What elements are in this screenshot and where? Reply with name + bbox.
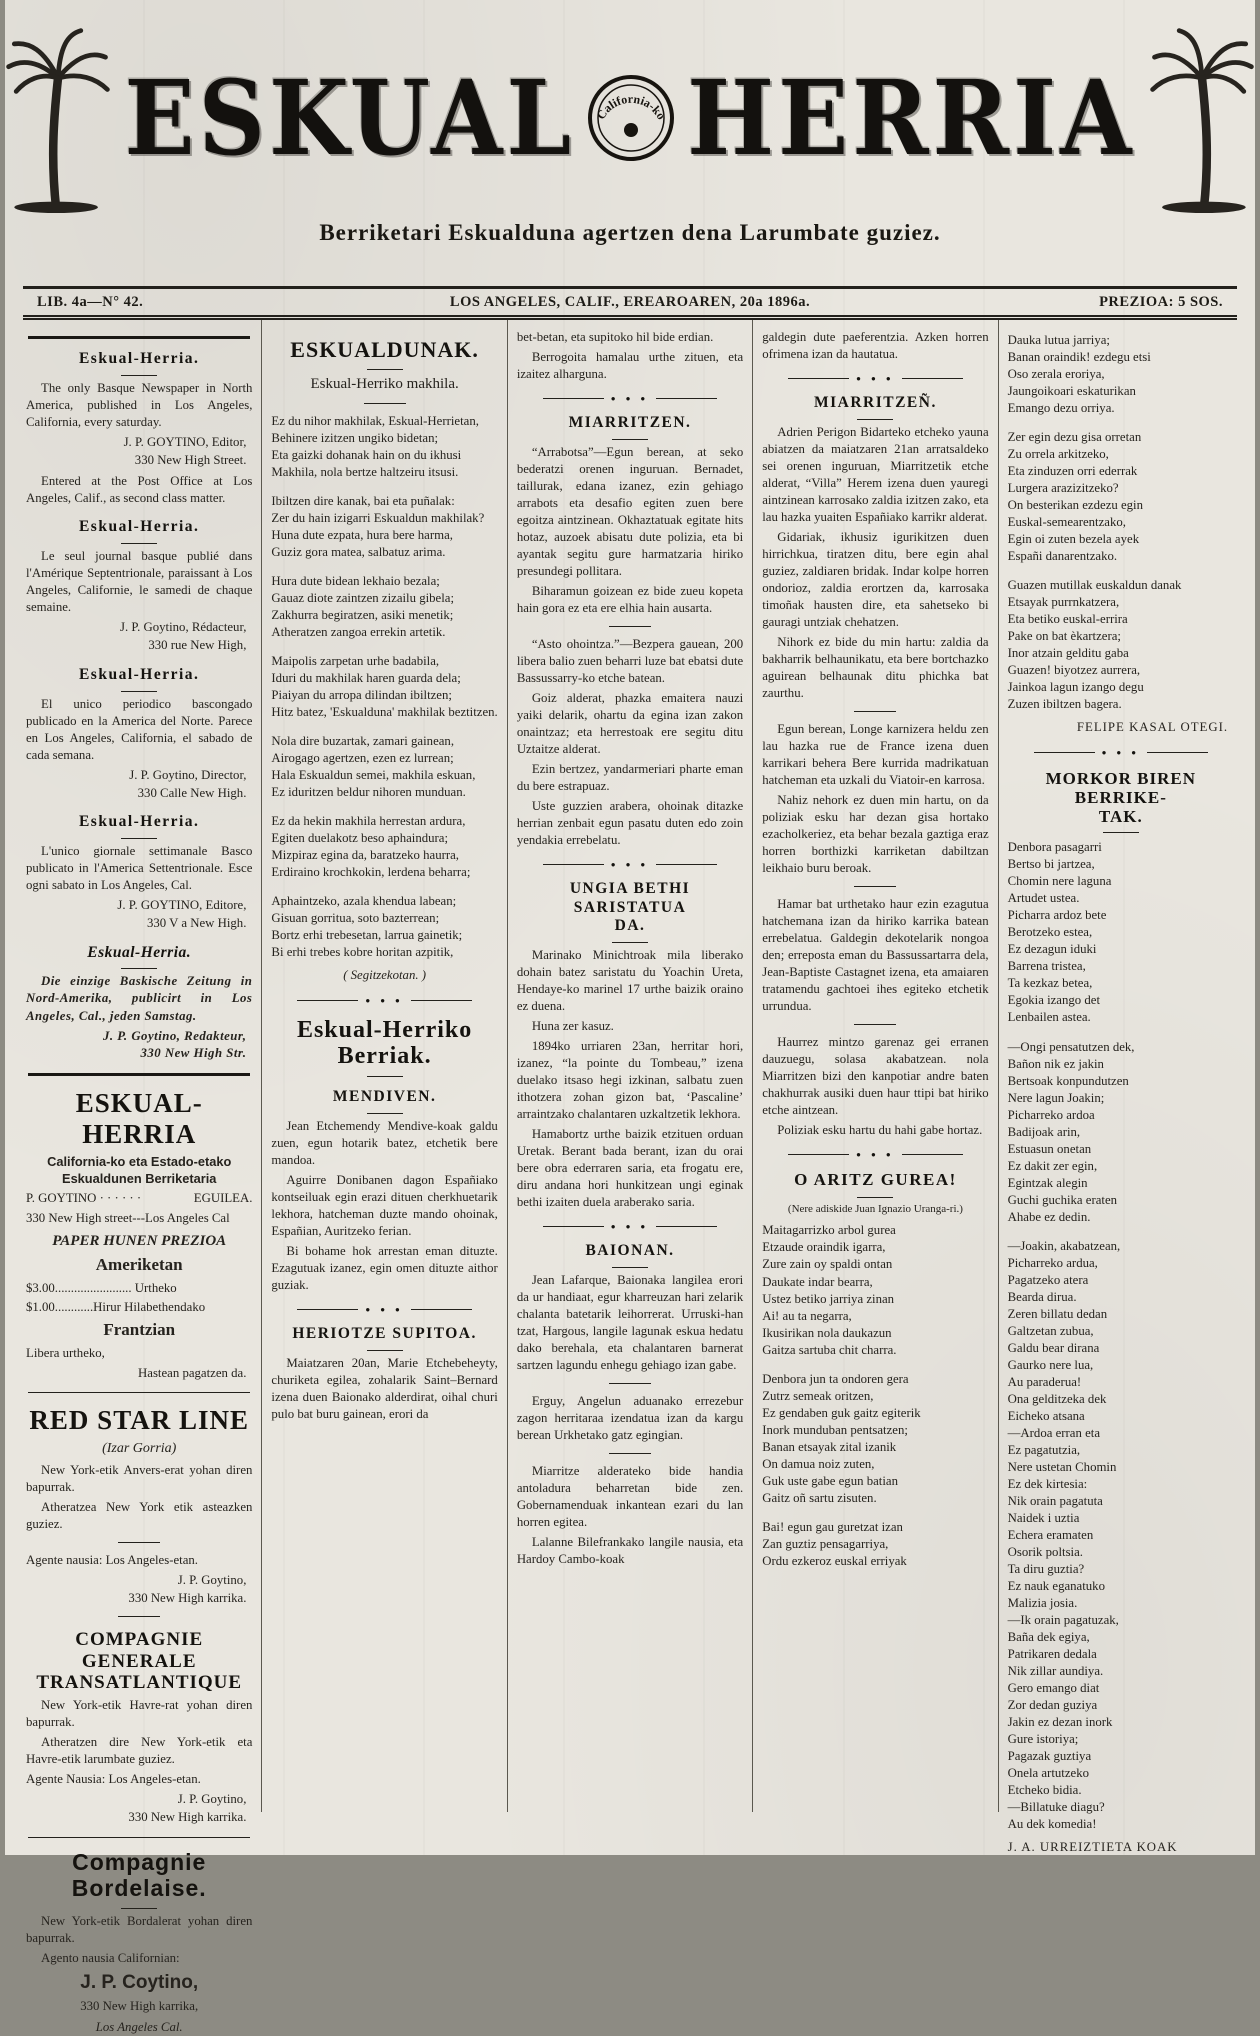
verse-line: Gero emango diat [1007, 1681, 1100, 1696]
paragraph: Nahiz nehork ez duen min hartu, on da poliziak esku har dezan gisa hortako ezacholkeriez, eta behar bezala gaztiga eraz horren borthizki karriketan dabiltzan leikhaio buru beroak. [762, 792, 989, 875]
section-heading: UNGIA BETHI SARISTATUA DA. [517, 880, 743, 943]
verse-line: Bearda dirua. [1007, 1289, 1077, 1304]
masthead-subtitle: Berriketari Eskualduna agertzen dena Larumbate guziez. [319, 220, 941, 245]
verse-line: —Ardoa erran eta [1007, 1425, 1100, 1440]
verse-line: Barrena tristea, [1007, 959, 1086, 974]
verse-line: Ahabe ez dedin. [1007, 1209, 1091, 1224]
verse-line: Daukate indar bearra, [762, 1274, 873, 1289]
article-heading: MORKOR BIREN BERRIKE- TAK. [1008, 769, 1234, 833]
byline: J. P. Goytino, Director, 330 Calle New High. [129, 767, 247, 800]
ornament-divider: ● ● ● [543, 860, 717, 869]
verse-line: Au paraderua! [1007, 1374, 1082, 1389]
paragraph: Atheratzea New York etik asteazken guziez. [26, 1499, 253, 1531]
verse-line: On besterikan ezdezu egin [1007, 498, 1143, 513]
section-heading: Eskual-Herria. [26, 666, 252, 692]
verse-line: Zu orrela arkitzeko, [1007, 447, 1109, 462]
byline: Hastean pagatzen da. [138, 1365, 247, 1380]
center-line: (Izar Gorria) [102, 1440, 177, 1456]
verse-line: Inor atzain gelditu gaba [1007, 646, 1129, 661]
verse [1008, 839, 1234, 1833]
paragraph: Lalanne Bilefrankako langile nausia, eta Hardoy Cambo-koak [516, 1534, 744, 1566]
paragraph: Huna zer kasuz. [531, 1018, 614, 1033]
verse-line: —Ik orain pagatuzak, [1007, 1613, 1119, 1628]
verse-line: Nik zillar aundiya. [1007, 1664, 1104, 1679]
paragraph: Miarritze alderateko bide handia antoladura beharretan bide zen. Gobernamenduak inkantean ezari du lan horren egitea. [516, 1463, 744, 1529]
dateline-place-date: LOS ANGELES, CALIF., EREAROAREN, 20a 1896a. [449, 294, 811, 310]
verse-gap [271, 481, 497, 493]
paragraph: El unico periodico bascongado publicado en la America del Norte. Parece en Los Angeles, California, el sabado de cada semana. [26, 696, 253, 762]
paragraph: Poliziak esku hartu du hahi gabe hortaz. [777, 1123, 983, 1138]
verse-line: Eta gaizki dohanak hain on du ikhusi [271, 447, 462, 462]
verse-line: Bortz erhi trebesetan, larrua gainetik; [271, 928, 463, 943]
column-5 [998, 320, 1243, 1855]
verse-gap [762, 1359, 988, 1371]
paragraph: “Arrabotsa”—Egun berean, at seko bederatzi orenen inguruan. Bernadet, taillurak, edana izanez, ezin gehiago arrabots eta desafio egiten zuen bere egoitza aintzinean. Okhaztatuak egitate hits hotaz, auzoek abisatu dute polizia, eta bi ayantak segitu gure harmatzaria hiriko presundegi pollitara. [516, 444, 744, 578]
verse-line: Etcheko bidia. [1007, 1783, 1082, 1798]
center-line: Los Angeles Cal. [95, 2019, 183, 2034]
paragraph: Ezin bertzez, yandarmeriari pharte eman du bere estrapuaz. [516, 761, 744, 793]
verse-line: Gauaz diote zaintzen zizailu gibela; [271, 591, 455, 606]
center-line: Ameriketan [95, 1254, 183, 1274]
verse-line: Inork munduban pentsatzen; [762, 1422, 908, 1437]
verse [271, 413, 497, 961]
section-heading: Eskual-Herria. [26, 944, 252, 970]
section-heading: HERIOTZE SUPITOA. [271, 1325, 497, 1351]
small-rule [609, 1383, 651, 1384]
section-heading: MIARRITZEN. [517, 414, 743, 440]
verse-line: Nola dire buzartak, zamari gainean, [271, 734, 455, 749]
verse-line: Lenbailen astea. [1007, 1010, 1091, 1025]
center-line: PAPER HUNEN PREZIOA [52, 1232, 227, 1249]
dateline [23, 286, 1237, 320]
byline: J. P. Goytino, 330 New High karrika. [128, 1792, 247, 1825]
small-rule [609, 626, 651, 627]
verse-line: Piaiyan du arropa dilindan ibiltzen; [271, 688, 452, 703]
ornament-divider: ● ● ● [543, 1222, 717, 1231]
paragraph: Berrogoita hamalau urthe zituen, eta izaitez alharguna. [516, 350, 744, 382]
text-line: 330 New High street---Los Angeles Cal [26, 1211, 230, 1226]
verse-line: Makhila, nola bertze haltzeiru itsusi. [271, 464, 459, 479]
verse-line: Ez du nihor makhilak, Eskual-Herrietan, [271, 413, 479, 428]
small-rule [118, 1616, 160, 1617]
verse-gap [762, 1507, 988, 1519]
verse-line: Ez dakit zer egin, [1007, 1158, 1098, 1173]
ornament-divider: ● ● ● [297, 1305, 471, 1314]
rule [28, 1837, 250, 1838]
text-line: $3.00........................ Urtheko [26, 1280, 177, 1295]
verse-line: Malizia josia. [1007, 1596, 1078, 1610]
verse-line: Zer du hain izigarri Eskualdun makhilak? [271, 510, 485, 525]
verse-line: Picharra ardoz bete [1007, 908, 1107, 923]
verse-line: Patrikaren dedala [1007, 1647, 1097, 1662]
seal-text: California-ko [593, 91, 669, 123]
verse-line: Guk uste gabe egun batian [762, 1473, 898, 1488]
verse-line: Pake on bat èkartzera; [1007, 629, 1121, 644]
verse-line: Zer egin dezu gisa orretan [1007, 430, 1142, 445]
verse-line: Egintzak alegin [1007, 1175, 1088, 1190]
verse-line: Zeren billatu dedan [1007, 1306, 1108, 1321]
article-heading: ESKUALDUNAK. [271, 338, 497, 370]
verse-line: Ustez betiko jarriya zinan [762, 1291, 895, 1306]
verse-line: Ez iduritzen beldur nihoren munduan. [271, 785, 466, 800]
verse-line: Ez dezagun iduki [1007, 942, 1097, 957]
verse-line: Ez dek kirtesia: [1007, 1476, 1088, 1491]
column-3 [507, 320, 752, 1812]
verse-gap [271, 641, 497, 653]
ornament-divider: ● ● ● [788, 374, 962, 383]
verse-line: —Joakin, akabatzean, [1007, 1238, 1121, 1253]
article-heading: Eskual-Herriko Berriak. [271, 1017, 497, 1078]
verse-line: Galtzetan zubua, [1007, 1323, 1094, 1338]
verse-line: Osorik poltsia. [1007, 1544, 1083, 1559]
verse-line: Artudet ustea. [1007, 891, 1080, 906]
verse-line: Naidek i uztia [1007, 1510, 1080, 1525]
verse-line: Banan etsayak zital izanik [762, 1439, 897, 1454]
verse-line: Bertso bi jartzea, [1007, 857, 1095, 872]
verse-line: Aphaintzeko, azala khendua labean; [271, 894, 457, 909]
verse-line: Egokia izango det [1007, 993, 1101, 1008]
text-line: J. A. URREIZTIETA KOAK [1007, 1840, 1178, 1855]
paragraph: Haurrez mintzo garenaz gei erranen dauzuegu, solasa akabatzean. nola Miarritzen bizi den kanpotiar andre baten chakhurrak ausiki duen haur ttipi bat hiriko etche aintzean. [762, 1035, 989, 1118]
center-line: ( Segitzekotan. ) [343, 968, 427, 983]
paragraph: bet-betan, eta supitoko hil bide erdian. [516, 330, 714, 344]
verse-line: Badijoak arin, [1007, 1124, 1081, 1139]
verse-line: Berotzeko estea, [1007, 925, 1093, 940]
verse-gap [1008, 565, 1234, 577]
small-rule [609, 1453, 651, 1454]
verse-line: Mizpiraz egina da, baratzeko haurra, [271, 848, 459, 863]
paragraph: Atheratzen dire New York-etik eta Havre-etik larumbate guziez. [26, 1735, 253, 1767]
verse-line: Egin oi zuten bezela ayek [1007, 532, 1140, 547]
verse-line: Euskal-semearentzako, [1007, 515, 1126, 530]
verse-line: On damua noiz zuten, [762, 1456, 875, 1471]
masthead-seal [585, 72, 677, 164]
verse-line: Bañon nik ez jakin [1007, 1056, 1104, 1071]
verse-line: Zuzen ibiltzen bagera. [1007, 697, 1122, 712]
small-rule [854, 886, 896, 887]
paragraph: Entered at the Post Office at Los Angeles, Calif., as second class matter. [26, 474, 253, 506]
article-heading: RED STAR LINE [29, 1405, 249, 1436]
paragraph: “Asto ohointza.”—Bezpera gauean, 200 libera balio zuen beharri luze bat ebatsi dute Bassussarry-ko etche batean. [516, 636, 744, 685]
verse-line: Bertsoak konpundutzen [1007, 1073, 1129, 1088]
article-heading: COMPAGNIE GENERALE TRANSATLANTIQUE [36, 1629, 243, 1693]
verse-line: Gaitza sartuba chit charra. [762, 1342, 897, 1357]
verse-line: Nere ustetan Chomin [1007, 1459, 1117, 1474]
verse-line: Gisuan gorritua, soto bazterrean; [271, 911, 440, 926]
verse-line: Zakhurra begiratzen, asiki menetik; [271, 608, 454, 623]
paragraph: Gidariak, ikhusiz igurikitzen duen hirrichkua, tiratzen ditu, bere egin ahal guziez, zaldiaren bridak. Indar kolpe horren ondorioz, zaldia erortzen da, karrosaka timoñak hausten dire, eta sahetseko bi gauragi untziak chehatzen. [762, 529, 989, 629]
verse-line: Zor dedan guziya [1007, 1698, 1098, 1713]
paragraph: L'unico giornale settimanale Basco publicato in l'America Settentrionale. Esce ogni sabato in Los Angeles, Cal. [26, 844, 253, 893]
verse-line: Au dek komedia! [1007, 1817, 1097, 1832]
section-heading: MIARRITZEÑ. [762, 394, 988, 420]
palm-tree-right-icon [1142, 23, 1260, 213]
verse-line: Hura dute bidean lekhaio bezala; [271, 574, 440, 588]
verse-line: Pagazak guztiya [1007, 1749, 1092, 1764]
verse-line: Jainkoa lagun izango degu [1007, 680, 1144, 695]
issue-number: LIB. 4a—N° 42. [37, 294, 144, 310]
paragraph: Hamabortz urthe baizik etzituen orduan Uretak. Berant bada berant, izan du orai bere obra ederraren saria, eta frogatu ere, diru andana hori hunkitzean ungi eginak bethi izaiten duela araberako saria. [516, 1126, 744, 1209]
paragraph: Nihork ez bide du min hartu: zaldia da bakharrik belhaunikatu, eta bere bortchazko aguirean belhaunak ditu phichka bat zaurthu. [762, 634, 989, 700]
verse-line: Zutrz semeak oritzen, [762, 1388, 874, 1403]
center-line: J. P. Coytino, [80, 1971, 199, 1993]
verse [762, 1222, 988, 1569]
verse-line: Behinere izitzen ungiko bidetan; [271, 430, 439, 445]
verse-line: Zan guztiz pensagarriya, [762, 1536, 889, 1551]
section-heading: Eskual-Herria. [26, 518, 252, 544]
verse-line: Hala Eskualdun semei, makhila eskuan, [271, 768, 476, 783]
verse-line: Egiten duelakotz beso aphaindura; [271, 831, 449, 846]
verse-line: Ikusirikan nola daukazun [762, 1325, 892, 1340]
small-rule [854, 1024, 896, 1025]
byline: FELIPE KASAL OTEGI. [1076, 720, 1229, 735]
columns [17, 320, 1243, 2034]
text-line: $1.00............Hirur Hilabethendako [26, 1300, 206, 1315]
paragraph: New York-etik Havre-rat yohan diren bapurrak. [26, 1698, 253, 1730]
center-line: (Nere adiskide Juan Ignazio Uranga-ri.) [787, 1202, 963, 1215]
verse-line: Nik orain pagatuta [1007, 1493, 1103, 1508]
ornament-divider: ● ● ● [788, 1150, 962, 1159]
verse-line: Ai! au ta negarra, [762, 1308, 852, 1323]
center-line: Frantzian [103, 1320, 176, 1340]
column-2 [261, 320, 506, 1812]
section-heading: BAIONAN. [517, 1242, 743, 1268]
verse-line: Pagatzeko atera [1007, 1272, 1089, 1287]
verse-line: Emango dezu orriya. [1007, 401, 1115, 416]
paragraph: Die einzige Baskische Zeitung in Nord-Amerika, publicirt in Los Angeles, Cal., jeden Samstag. [26, 974, 253, 1023]
verse-line: Banan oraindik! ezdegu etsi [1007, 350, 1151, 365]
ornament-divider: ● ● ● [543, 394, 717, 403]
byline: J. P. Goytino, Redakteur, 330 New High Str. [102, 1028, 247, 1061]
verse-line: Hitz batez, 'Eskualduna' makhilak beztitzen. [271, 705, 498, 720]
section-heading: Eskual-Herria. [26, 350, 252, 376]
spread-line: P. GOYTINO · · · · · · EGUILEA. [26, 1191, 253, 1206]
verse-line: Ta kezkaz betea, [1007, 976, 1093, 991]
verse-line: Españi danarentzako. [1007, 549, 1118, 564]
verse-line: Gure istoriya; [1007, 1732, 1079, 1747]
verse-line: Ez da hekin makhila herrestan ardura, [271, 814, 466, 829]
verse-line: Atheratzen zangoa errekin artetik. [271, 625, 446, 640]
center-line: 330 New High karrika, [80, 1999, 199, 2014]
verse-gap [271, 721, 497, 733]
verse-line: Erdiraino krochkokin, lerdena beharra; [271, 865, 471, 880]
verse-gap [1008, 1226, 1234, 1238]
verse-gap [271, 801, 497, 813]
small-rule [118, 1542, 160, 1543]
verse-line: Maipolis zarpetan urhe badabila, [271, 654, 440, 669]
paragraph: Jean Lafarque, Baionaka langilea erori da ur handiaat, egur kharreuzan hari zelarik chalanta batetarik leihorrerat. Urruski-han tzat, Hargous, langile lagunak eskua hedatu dako berehala, eta chalantaren barnerat sartzen lagundu enhegu gehiago izan gabe. [516, 1272, 744, 1372]
verse [1008, 332, 1234, 713]
verse-line: Ez nauk eganatuko [1007, 1578, 1105, 1593]
verse-line: Gaurko nere lua, [1007, 1357, 1094, 1372]
byline: J. P. Goytino, Rédacteur, 330 rue New High, [120, 620, 247, 653]
verse-line: Ta diru guztia? [1007, 1561, 1085, 1576]
verse-line: Guziz gora matea, salbatuz arima. [271, 544, 446, 559]
verse-line: Jakin ez dezan inork [1007, 1715, 1113, 1730]
paragraph: Maiatzaren 20an, Marie Etchebeheyty, churiketa egilea, zohalarik Saint–Bernard izena duen Baionako alderdirat, oihal churi pulo bat buru gainean, erori da [271, 1355, 498, 1421]
verse-line: Ona gelditzeka dek [1007, 1391, 1107, 1406]
paragraph: Biharamun goizean ez bide zueu kopeta hain gora ez eta ere elhia hain ausarta. [516, 583, 744, 615]
column-4 [752, 320, 997, 1812]
paragraph: New York-etik Bordalerat yohan diren bapurrak. [26, 1913, 253, 1945]
rule [28, 336, 250, 339]
verse-line: —Billatuke diagu? [1007, 1800, 1105, 1815]
verse-line: Denbora jun ta ondoren gera [762, 1371, 909, 1386]
paragraph: 1894ko urriaren 23an, herritar hori, izanez, “la pointe du Tombeau,” izena duelako itsaso hegi izkinan, salbatu zuen ithotzera zohan gizon bat, ‘Pascaline’ arraintzako chalantaren uzkaltzetik lekhora. [516, 1038, 744, 1121]
verse-line: Jaungoikoari eskaturikan [1007, 384, 1136, 399]
masthead [5, 0, 1255, 280]
verse-line: Baña dek egiya, [1007, 1630, 1090, 1645]
verse-line: Ibiltzen dire kanak, bai eta puñalak: [271, 493, 455, 508]
newspaper-page [5, 0, 1255, 2034]
center-line: California-ko eta Estado-etako Eskualdunen Berriketaria [47, 1153, 232, 1187]
paragraph: Egun berean, Longe karnizera heldu zen lau hazka rue de France izena duen karrikari behera Bere kurrida madrikatuan hatcheman eta uzkali du Viatoir-en karrosa. [762, 721, 989, 787]
verse-line: Eicheko atsana [1007, 1408, 1085, 1423]
masthead-art [5, 18, 1255, 218]
masthead-title-right: HERRIA [687, 57, 1136, 179]
rule [28, 1073, 250, 1076]
verse-line: Echera eramaten [1007, 1527, 1094, 1542]
byline: J. P. GOYTINO, Editor, 330 New High Street. [123, 434, 247, 467]
verse-line: Onela artutzeko [1007, 1766, 1089, 1781]
paragraph: Goiz alderat, phazka emaitera nauzi yaiki delarik, ohartu da egina izan zakon onaintzaz; eta herrestoak ere segitu ditu Uztaitze alderat. [516, 690, 744, 756]
verse-line: Dauka lutua jarriya; [1007, 333, 1110, 347]
article-heading: Compagnie Bordelaise. [26, 1850, 252, 1909]
price: PREZIOA: 5 SOS. [1099, 294, 1223, 310]
verse-line: Maitagarrizko arbol gurea [762, 1223, 896, 1238]
verse-line: Huna dute ezpata, hura bere harma, [271, 527, 453, 542]
verse-gap [1008, 1027, 1234, 1039]
verse-line: Zure zain oy spaldi ontan [762, 1257, 893, 1272]
verse-line: Iduri du makhilak haren guarda dela; [271, 671, 461, 686]
verse-line: Gaitz oñ sartu zisuten. [762, 1490, 877, 1505]
byline: J. P. Goytino, 330 New High karrika. [128, 1572, 247, 1605]
verse-line: Galdu bear dirana [1007, 1340, 1100, 1355]
verse-line: Ez pagatutzia, [1007, 1442, 1081, 1457]
section-heading: O ARITZ GUREA! [762, 1170, 988, 1197]
section-heading: MENDIVEN. [271, 1088, 497, 1114]
rule [28, 1392, 250, 1393]
paragraph: The only Basque Newspaper in North America, published in Los Angeles, California, every saturday. [26, 380, 253, 429]
palm-tree-left-icon [0, 23, 118, 213]
verse-line: Guchi guchika eraten [1007, 1192, 1118, 1207]
text-line: Libera urtheko, [26, 1346, 105, 1361]
verse-line: Oso zerala eroriya, [1007, 367, 1105, 382]
paragraph: Aguirre Donibanen dagon Españiako kontseiluak egin erazi dituen cherkhuetarik lekhora, hatcheman duzte mando ohoinak, Españian, Auritzeko ferian. [271, 1172, 498, 1239]
verse-line: Etzaude oraindik igarra, [762, 1240, 886, 1255]
verse-line: Chomin nere laguna [1007, 874, 1112, 889]
verse-gap [1008, 417, 1234, 429]
paragraph: Hamar bat urthetako haur ezin ezagutua hatchemana izan da hiriko karrika batean errebelatua. Galdegin dekotelarik nongoa den; erreposta eman du Bassussartarra dela, Jean-Baptiste Castagnet izena, eta amaiaren tratamendu gachtoei ihes egiteko etchetik urrundua. [762, 897, 989, 1014]
paragraph: New York-etik Anvers-erat yohan diren bapurrak. [26, 1462, 253, 1494]
paragraph: Agento nausia Californian: [41, 1950, 180, 1965]
paragraph: Adrien Perigon Bidarteko etcheko yauna abiatzen da maiatzaren 21an arratsaldeko sei orenen inguruan, Miarritzetik etche alderat, “Villa” Herem izena duen yauregi aintzinean karrosako zaldia izitzen zako, eta lau hazka yuaiten Españiako karrikr alderat. [762, 424, 989, 524]
center-line: Eskual-Herriko makhila. [310, 375, 459, 392]
verse-gap [271, 881, 497, 893]
verse-line: Estuasun onetan [1007, 1141, 1092, 1156]
paragraph: Erguy, Angelun aduanako errezebur zagon herritaraa izendatua izan da kargu berean Urkhetako gatz egingian. [516, 1393, 744, 1442]
verse-line: Denbora pasagarri [1007, 840, 1102, 855]
verse-gap [271, 561, 497, 573]
ornament-divider: ● ● ● [297, 996, 471, 1005]
paragraph: Jean Etchemendy Mendive-koak galdu zuen, egun hotarik batez, etchetik bere mandoa. [271, 1118, 498, 1167]
verse-line: Guazen! biyotzez aurrera, [1007, 663, 1141, 678]
verse-line: Picharreko ardua, [1007, 1255, 1098, 1270]
paragraph: Agente Nausia: Los Angeles-etan. [26, 1772, 201, 1787]
verse-line: Eta zinduzen orri ederrak [1007, 464, 1138, 479]
verse-line: Ez gendaben guk gaitz egiterik [762, 1405, 921, 1420]
paragraph: Marinako Minichtroak mila liberako dohain batez saristatu du Yoachin Ureta, Hendaye-ko marinel 17 urthe baizik oraino ez duena. [516, 947, 744, 1013]
svg-text:California-ko [594, 92, 669, 122]
verse-line: Etsayak purrnkatzera, [1007, 595, 1120, 610]
verse-line: Airogago agertzen, ezen ez lurrean; [271, 751, 454, 766]
verse-line: Picharreko ardoa [1007, 1107, 1095, 1122]
verse-line: Eta betiko euskal-errira [1007, 612, 1128, 627]
verse-line: —Ongi pensatutzen dek, [1007, 1039, 1135, 1054]
small-rule [364, 403, 406, 404]
verse-line: Lurgera arazizitzeko? [1007, 481, 1119, 496]
paragraph: galdegin dute paeferentzia. Azken horren ofrimena izan da hautatua. [762, 330, 989, 362]
small-rule [854, 711, 896, 712]
verse-line: Bai! egun gau guretzat izan [762, 1519, 903, 1534]
verse-line: Ordu ezkeroz euskal erriyak [762, 1553, 907, 1568]
masthead-title-left: ESKUAL [124, 57, 576, 179]
article-heading: ESKUAL-HERRIA [75, 1088, 203, 1149]
section-heading: Eskual-Herria. [26, 813, 252, 839]
paragraph: Uste guzzien arabera, ohoinak ditazke herrian zenbait egun pasatu duten edo zoin yendakia errebelatu. [516, 798, 744, 847]
paragraph: Agente nausia: Los Angeles-etan. [26, 1552, 198, 1567]
ornament-divider: ● ● ● [1034, 748, 1208, 757]
column-1 [17, 320, 261, 2034]
byline: J. P. GOYTINO, Editore, 330 V a New High. [117, 898, 247, 930]
verse-line: Bi erhi trebes kobre horitan azpitik, [271, 945, 454, 960]
verse-line: Nere lagun Joakin; [1007, 1090, 1105, 1105]
paragraph: Bi bohame hok arrestan eman dituzte. Ezagutuak izanez, egin omen dituzte aithor guziak. [271, 1244, 498, 1293]
verse-line: Guazen mutillak euskaldun danak [1007, 578, 1182, 593]
paragraph: Le seul journal basque publié dans l'Amérique Septentrionale, paraissant à Los Angeles, Californie, le samedi de chaque semaine. [26, 549, 253, 615]
